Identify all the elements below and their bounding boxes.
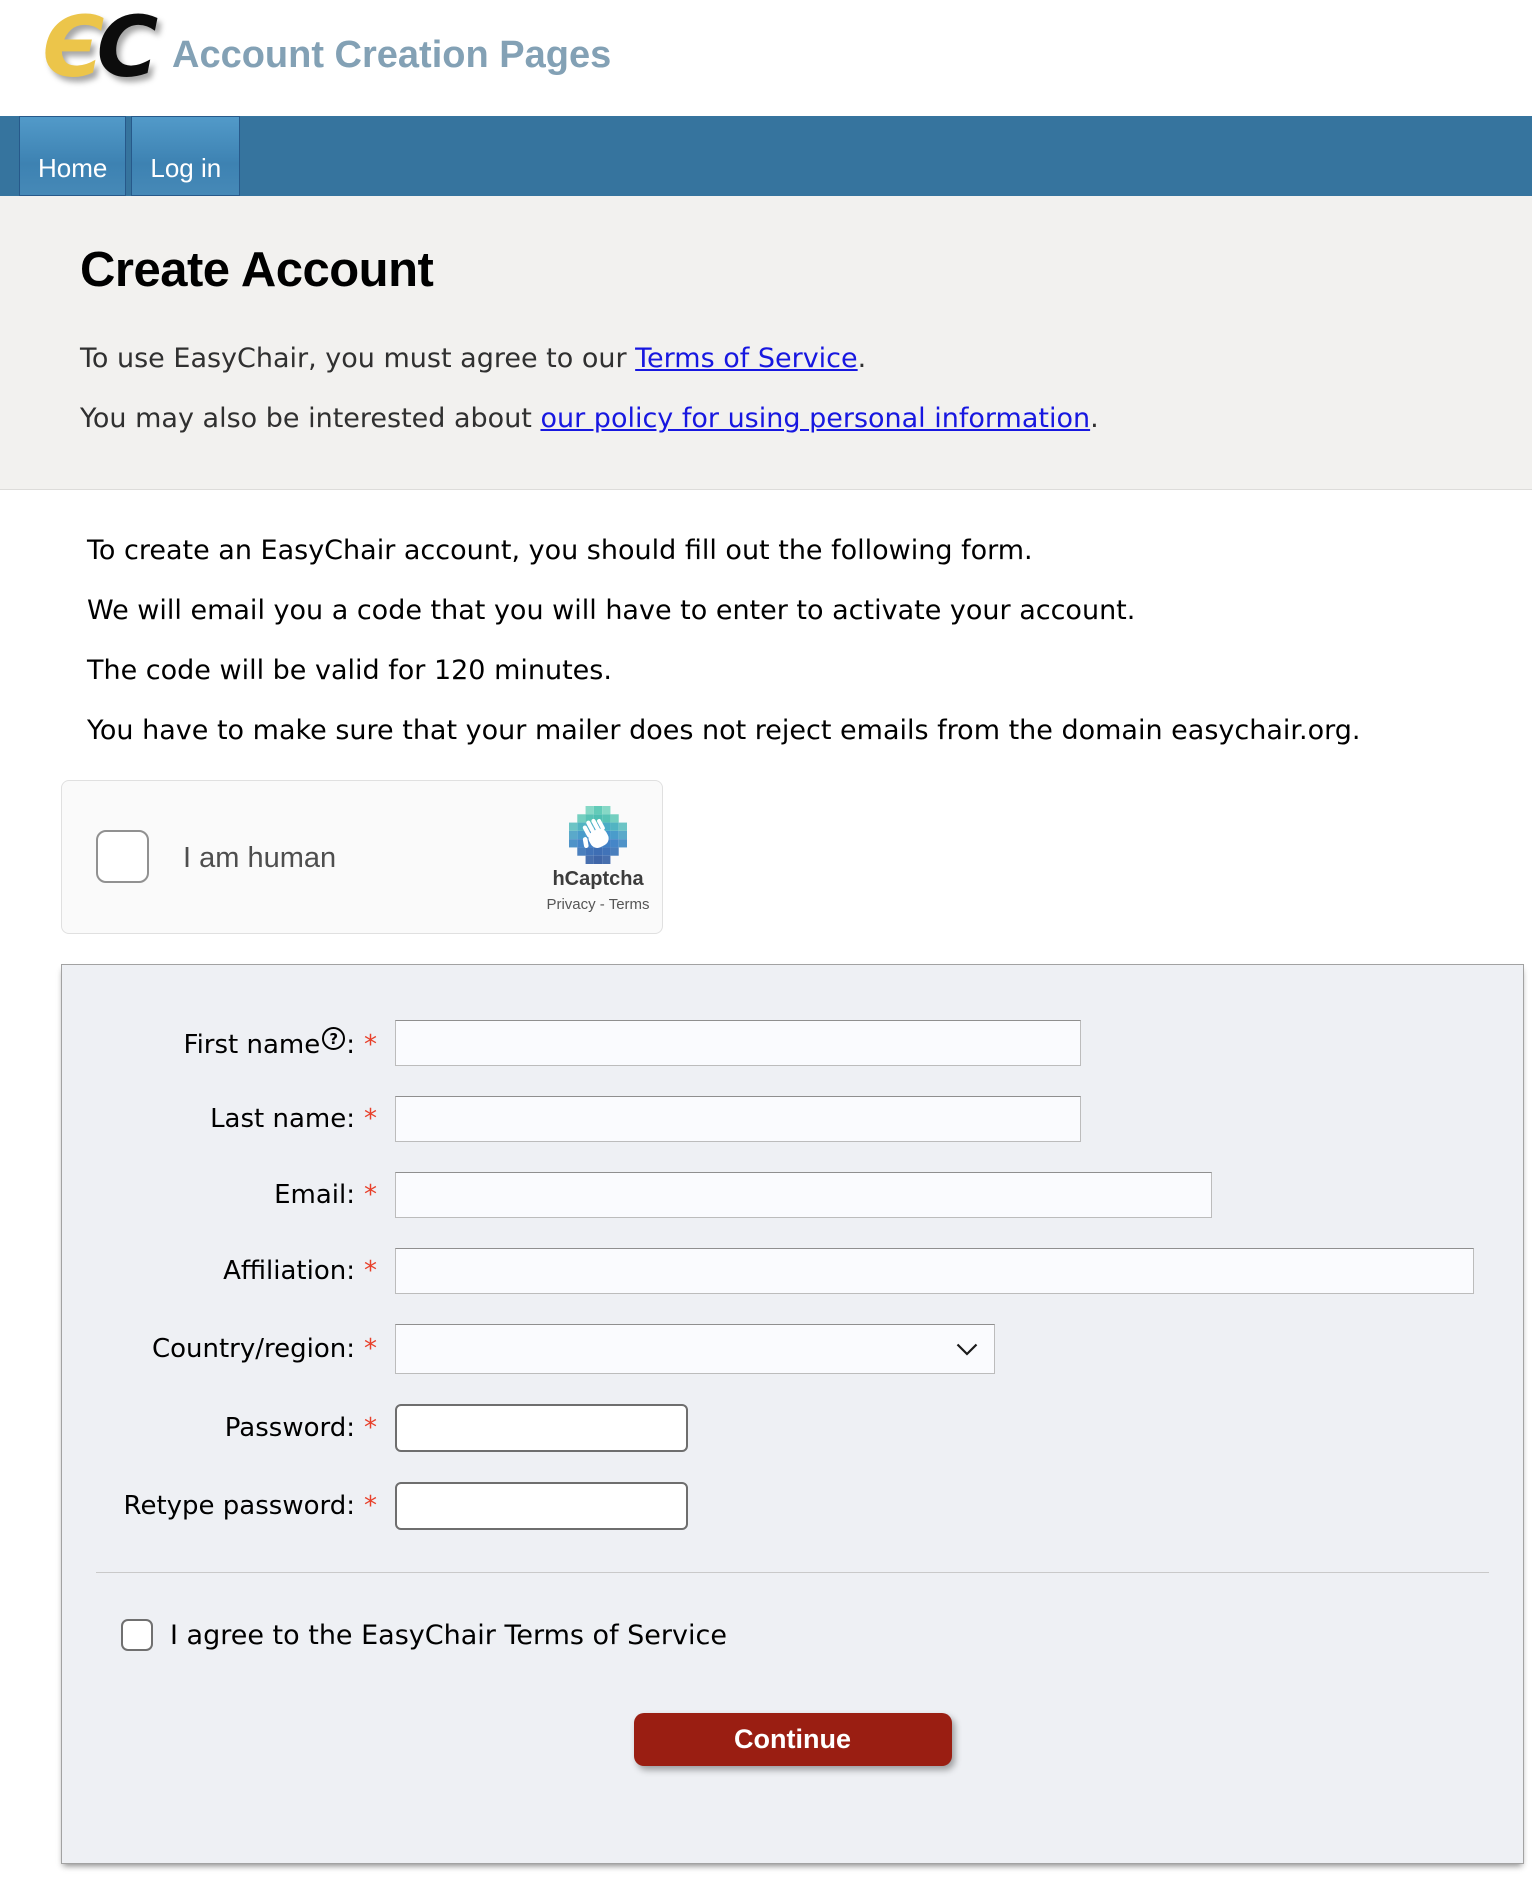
form-row-email — [62, 1172, 1523, 1218]
label-colon: : — [346, 1104, 355, 1134]
email-label-text: Email — [274, 1180, 347, 1210]
email-field-wrap — [395, 1172, 1212, 1218]
form-divider — [96, 1572, 1489, 1573]
help-icon[interactable]: ? — [322, 1027, 345, 1050]
nav-tab-home[interactable] — [19, 116, 126, 196]
affiliation-input[interactable] — [395, 1248, 1474, 1294]
label-colon: : — [346, 1413, 355, 1443]
label-colon: : — [346, 1029, 355, 1060]
tos-sentence — [80, 340, 1532, 378]
hcaptcha-brand-name: hCaptcha — [552, 868, 644, 890]
password-label-text: Password — [224, 1413, 347, 1443]
label-colon: : — [346, 1256, 355, 1286]
form-row-affiliation — [62, 1248, 1523, 1294]
terms-of-service-link[interactable]: Terms of Service — [635, 343, 858, 374]
main-nav — [0, 116, 1532, 196]
label-colon: : — [346, 1491, 355, 1521]
required-asterisk: * — [364, 1029, 377, 1060]
last-name-label — [62, 1104, 377, 1134]
required-asterisk: * — [364, 1491, 377, 1521]
password-field-wrap — [395, 1404, 688, 1452]
form-row-retype-password — [62, 1482, 1523, 1530]
page-header — [0, 0, 1532, 116]
form-row-password — [62, 1404, 1523, 1452]
retype-password-field-wrap — [395, 1482, 688, 1530]
continue-button[interactable]: Continue — [634, 1713, 952, 1766]
hcaptcha-checkbox[interactable] — [96, 830, 149, 883]
hcaptcha-links — [508, 896, 688, 913]
agree-label: I agree to the EasyChair Terms of Service — [170, 1619, 727, 1651]
tos-suffix: . — [857, 343, 867, 374]
first-name-input[interactable] — [395, 1020, 1081, 1066]
password-input[interactable] — [395, 1404, 688, 1452]
form-row-last-name — [62, 1096, 1523, 1142]
policy-prefix: You may also be interested about — [80, 403, 541, 434]
continue-wrap — [62, 1713, 1523, 1766]
label-colon: : — [346, 1180, 355, 1210]
first-name-label-text: First name — [183, 1029, 321, 1060]
policy-suffix: . — [1090, 403, 1099, 434]
affiliation-label-text: Affiliation — [223, 1256, 347, 1286]
hcaptcha-widget — [61, 780, 663, 934]
logo-letter-e: Є — [42, 0, 97, 96]
password-label — [62, 1413, 377, 1443]
hcaptcha-brand-block — [508, 806, 688, 913]
easychair-logo — [42, 0, 151, 96]
email-label — [62, 1180, 377, 1210]
hcaptcha-privacy-link[interactable]: Privacy — [546, 896, 596, 913]
hero-section — [0, 196, 1532, 490]
first-name-label — [62, 1027, 377, 1060]
intro-paragraph: To create an EasyChair account, you should fill out the following form. — [87, 535, 1033, 566]
privacy-policy-link[interactable]: our policy for using personal information — [540, 403, 1091, 434]
hcaptcha-logo-icon — [569, 806, 627, 864]
retype-password-label — [62, 1491, 377, 1521]
hcaptcha-terms-link[interactable]: Terms — [608, 896, 650, 913]
hcaptcha-link-separator: - — [595, 896, 609, 913]
form-row-country — [62, 1324, 1523, 1374]
affiliation-field-wrap — [395, 1248, 1474, 1294]
retype-password-label-text: Retype password — [123, 1491, 347, 1521]
required-asterisk: * — [364, 1334, 377, 1364]
affiliation-label — [62, 1256, 377, 1286]
required-asterisk: * — [364, 1413, 377, 1443]
country-select[interactable] — [395, 1324, 995, 1374]
agree-row — [121, 1619, 1523, 1651]
country-label — [62, 1334, 377, 1364]
nav-tab-home-label: Home — [38, 153, 108, 183]
page-title: Account Creation Pages — [172, 34, 612, 76]
create-account-heading: Create Account — [80, 243, 434, 297]
email-input[interactable] — [395, 1172, 1212, 1218]
required-asterisk: * — [364, 1180, 377, 1210]
last-name-field-wrap — [395, 1096, 1081, 1142]
country-select-wrap — [395, 1324, 995, 1374]
intro-section — [0, 490, 1532, 750]
required-asterisk: * — [364, 1104, 377, 1134]
last-name-input[interactable] — [395, 1096, 1081, 1142]
account-form-panel — [61, 964, 1524, 1864]
policy-sentence — [80, 400, 1532, 438]
first-name-field-wrap — [395, 1020, 1081, 1066]
form-row-first-name — [62, 1020, 1523, 1066]
nav-tab-login-label: Log in — [150, 153, 222, 183]
retype-password-input[interactable] — [395, 1482, 688, 1530]
intro-paragraph: We will email you a code that you will have to enter to activate your account. — [87, 595, 1136, 626]
label-colon: : — [346, 1334, 355, 1364]
required-asterisk: * — [364, 1256, 377, 1286]
agree-checkbox[interactable] — [121, 1619, 153, 1651]
intro-paragraph: The code will be valid for 120 minutes. — [87, 655, 612, 686]
last-name-label-text: Last name — [210, 1104, 347, 1134]
intro-paragraph: You have to make sure that your mailer does not reject emails from the domain easychair.org. — [87, 715, 1361, 746]
hcaptcha-label: I am human — [183, 842, 337, 874]
logo-letter-c: C — [96, 0, 152, 96]
tos-prefix: To use EasyChair, you must agree to our — [80, 343, 636, 374]
nav-tab-login[interactable] — [131, 116, 240, 196]
country-label-text: Country/region — [151, 1334, 347, 1364]
